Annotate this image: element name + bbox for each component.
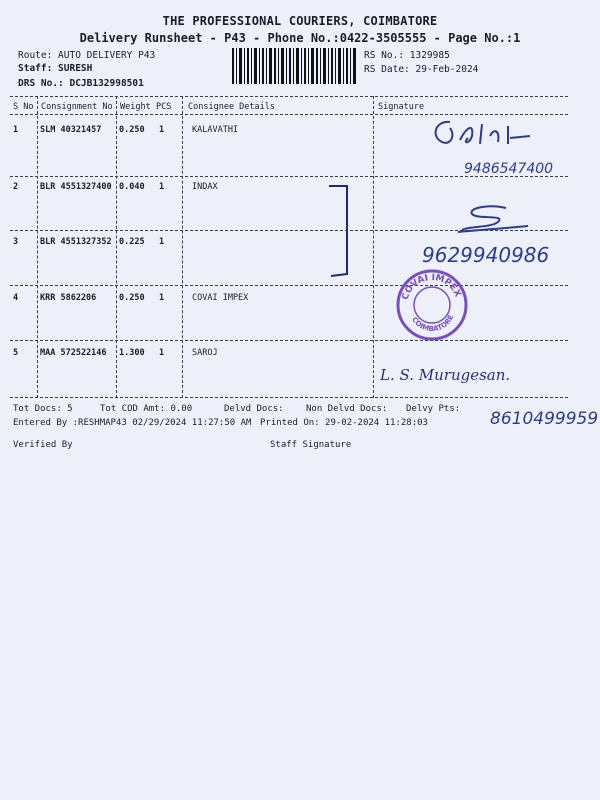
runsheet-title: Delivery Runsheet - P43 - Phone No.:0422-3505555 - Page No.:1 xyxy=(79,31,521,45)
cell-consignment: BLR 4551327352 xyxy=(40,237,112,247)
col-divider xyxy=(116,96,117,398)
phone-row3-text: 9629940986 xyxy=(422,243,550,267)
cell-pcs: 1 xyxy=(159,237,165,247)
delivered-docs: Delvd Docs: xyxy=(224,404,284,414)
signature-scribble-row1 xyxy=(420,114,550,154)
stamp-text-top: COVAI IMPEX xyxy=(400,272,463,302)
col-divider xyxy=(373,96,374,398)
total-docs: Tot Docs: 5 xyxy=(13,404,73,414)
signature-row5-text: L. S. Murugesan. xyxy=(380,366,511,384)
delivery-points: Delvy Pts: xyxy=(406,404,461,414)
cell-weight: 0.250 xyxy=(119,293,145,303)
signature-scribble-row2 xyxy=(448,200,538,240)
row-rule xyxy=(10,340,568,341)
staff-signature: Staff Signature xyxy=(270,440,352,450)
phone-handwriting-row3 xyxy=(420,240,580,270)
cell-weight: 0.250 xyxy=(119,125,145,135)
signature-row5 xyxy=(378,356,538,392)
cell-consignment: SLM 40321457 xyxy=(40,125,102,135)
table-top-rule xyxy=(10,96,568,97)
cell-weight: 1.300 xyxy=(119,348,145,358)
company-title: THE PROFESSIONAL COURIERS, COIMBATORE xyxy=(162,14,438,28)
stamp-text-bottom: COIMBATORE xyxy=(410,313,456,334)
cell-consignee: COVAI IMPEX xyxy=(192,293,249,303)
col-header-weight: Weight xyxy=(120,102,151,112)
phone-footer-text: 8610499959 xyxy=(490,409,598,429)
col-divider xyxy=(182,96,183,398)
col-header-sno: S No xyxy=(13,102,34,112)
phone-row1-text: 9486547400 xyxy=(464,161,554,177)
cell-consignment: MAA 572522146 xyxy=(40,348,107,358)
col-header-signature: Signature xyxy=(378,102,425,112)
verified-by: Verified By xyxy=(13,440,73,450)
phone-handwriting-footer xyxy=(490,402,598,432)
cell-sno: 4 xyxy=(13,293,19,303)
rs-date: RS Date: 29-Feb-2024 xyxy=(364,64,479,75)
printed-on: Printed On: 29-02-2024 11:28:03 xyxy=(260,418,428,428)
non-delivered-docs: Non Delvd Docs: xyxy=(306,404,388,414)
phone-handwriting-row1 xyxy=(462,154,572,180)
cell-consignment: BLR 4551327400 xyxy=(40,182,112,192)
company-stamp xyxy=(395,268,469,342)
cell-pcs: 1 xyxy=(159,182,165,192)
cell-consignee: INDAX xyxy=(192,182,218,192)
cell-sno: 3 xyxy=(13,237,19,247)
drs-number: DRS No.: DCJB132998501 xyxy=(18,78,144,89)
cell-consignment: KRR 5862206 xyxy=(40,293,97,303)
cell-pcs: 1 xyxy=(159,125,165,135)
cell-sno: 2 xyxy=(13,182,19,192)
cell-consignee: KALAVATHI xyxy=(192,125,239,135)
cell-sno: 1 xyxy=(13,125,19,135)
cell-consignee: SAROJ xyxy=(192,348,218,358)
rs-number: RS No.: 1329985 xyxy=(364,50,450,61)
cell-pcs: 1 xyxy=(159,348,165,358)
col-header-consignment: Consignment No xyxy=(41,102,113,112)
col-header-pcs: PCS xyxy=(156,102,172,112)
cell-sno: 5 xyxy=(13,348,19,358)
cell-weight: 0.040 xyxy=(119,182,145,192)
total-cod-amount: Tot COD Amt: 0.00 xyxy=(100,404,193,414)
cell-weight: 0.225 xyxy=(119,237,145,247)
barcode xyxy=(232,48,356,84)
route-label: Route: AUTO DELIVERY P43 xyxy=(18,50,156,61)
bracket-mark xyxy=(325,182,355,282)
table-bottom-rule xyxy=(10,397,568,398)
row-rule xyxy=(10,285,568,286)
col-header-consignee: Consignee Details xyxy=(188,102,275,112)
col-divider xyxy=(37,96,38,398)
entered-by: Entered By :RESHMAP43 02/29/2024 11:27:50 AM xyxy=(13,418,252,428)
staff-label: Staff: SURESH xyxy=(18,63,93,74)
cell-pcs: 1 xyxy=(159,293,165,303)
